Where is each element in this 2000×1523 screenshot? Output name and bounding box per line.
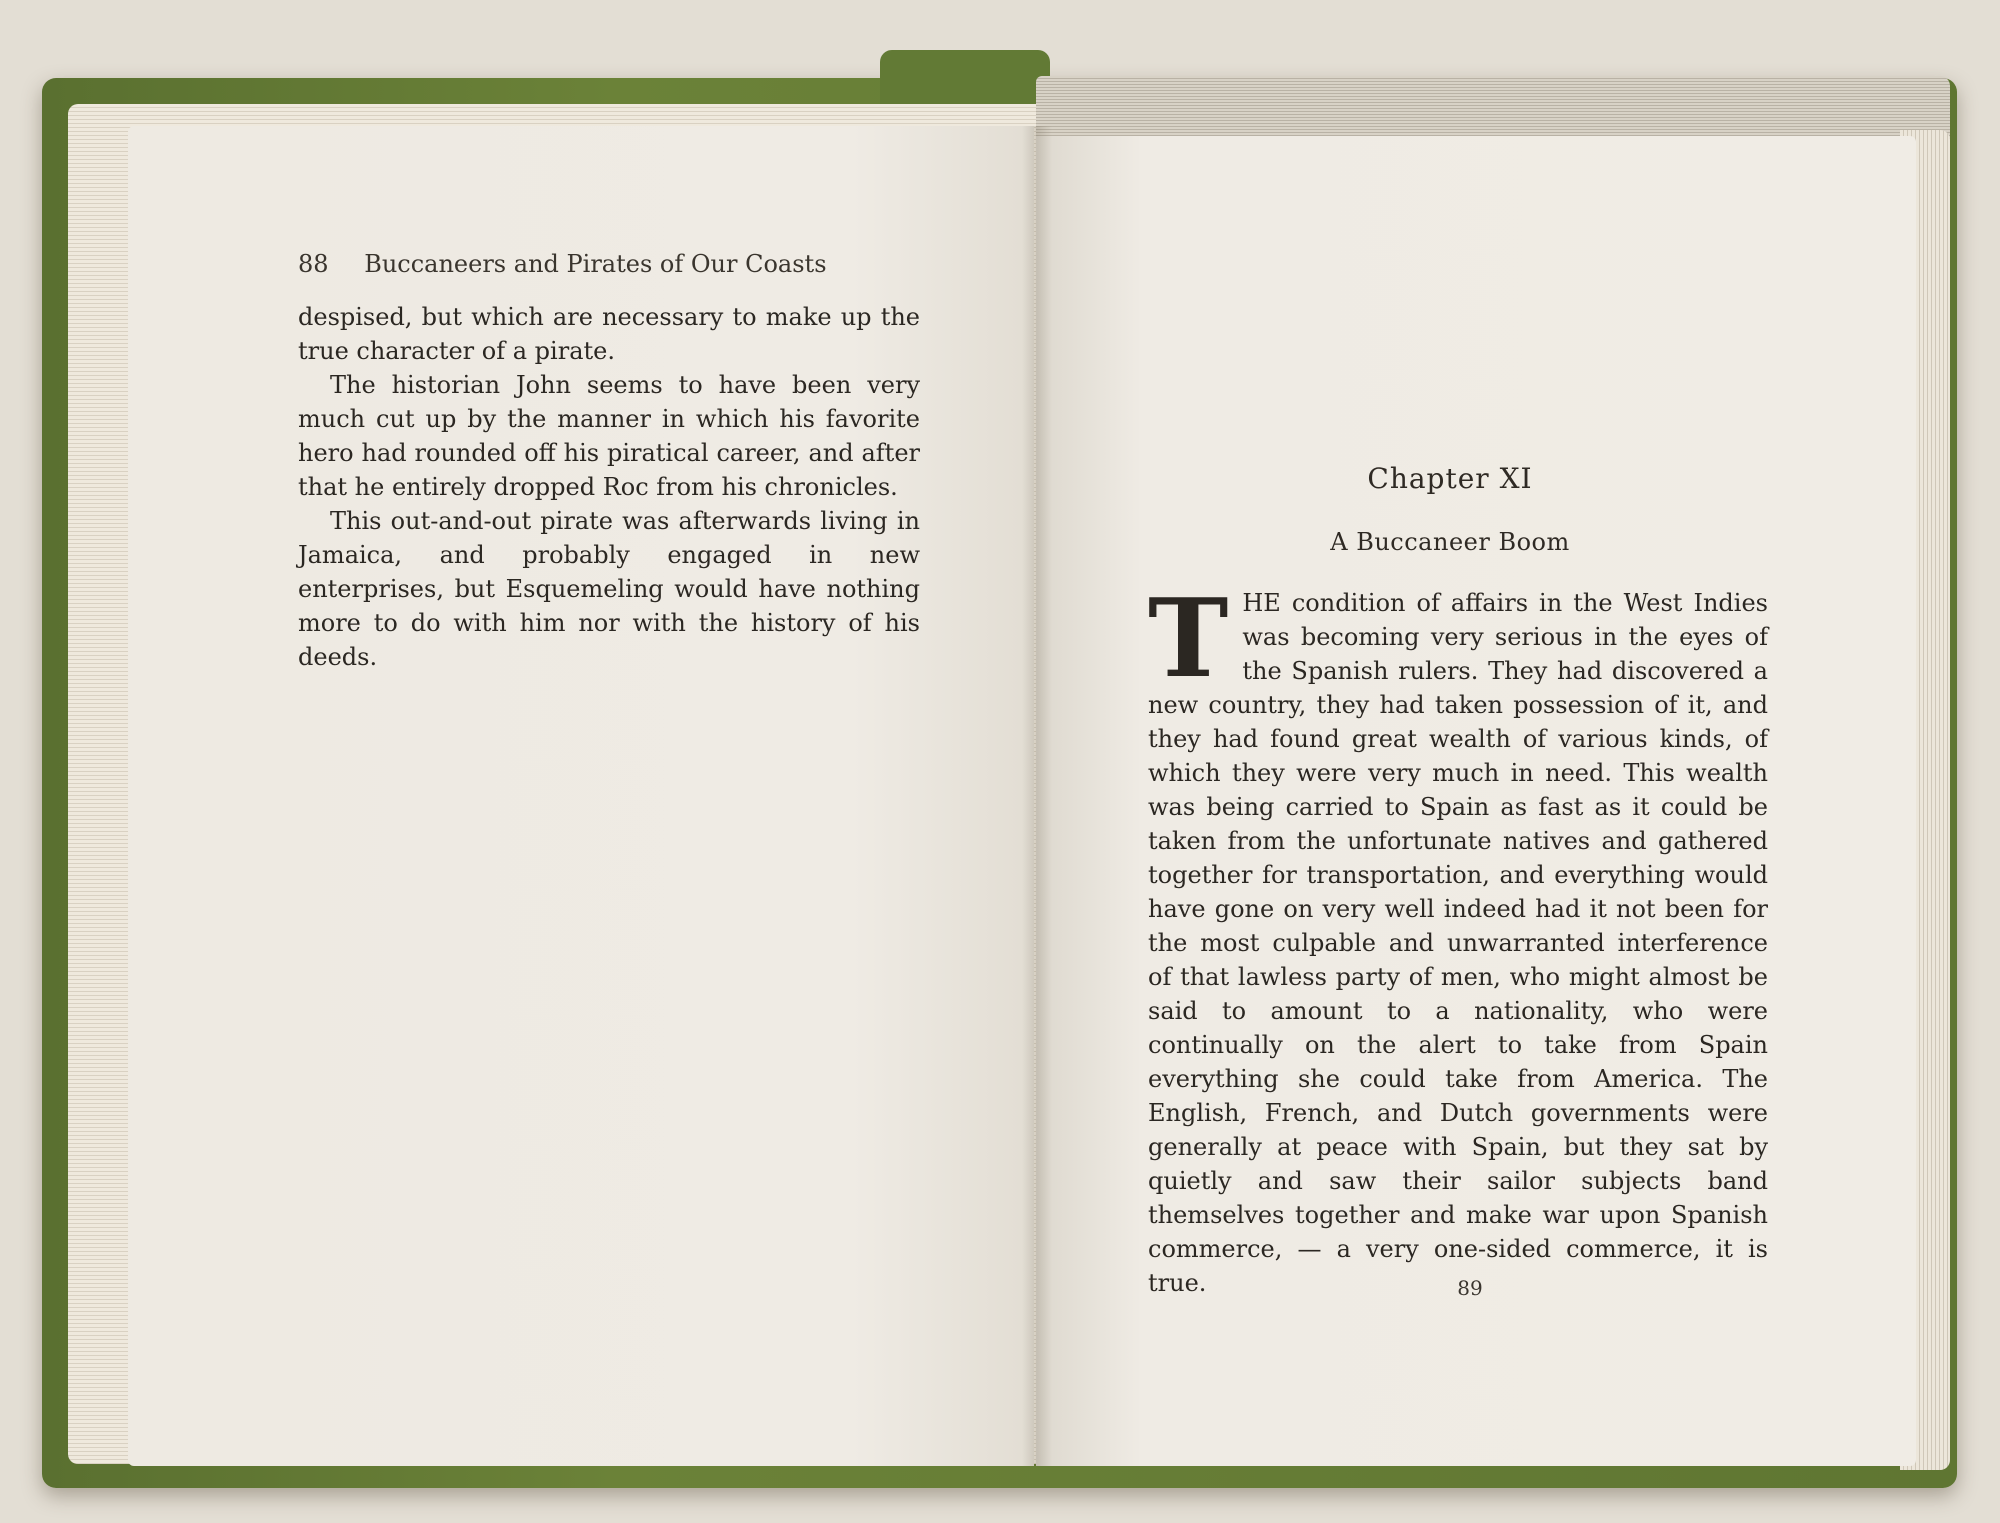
left-paragraph-3: This out-and-out pirate was afterwards living in Jamaica, and probably engaged in new enterprises, but Esquemeling would have nothing more to do with him nor with the history of his deeds. xyxy=(298,507,920,671)
left-paragraph-1: despised, but which are necessary to make up the true character of a pirate. xyxy=(298,303,920,365)
book-gutter xyxy=(1022,126,1052,1466)
right-paragraph-text: HE condition of affairs in the West Indies was becoming very serious in the eyes of the Spanish rulers. They had discovered a new country, they had taken possession of it, and they had found great wealth of various kinds, of which they were very much in need. This wealth was being carried to Spain as fast as it could be taken from the unfortunate natives and gathered together for transportation, and everything would have gone on very well indeed had it not been for the most culpable and unwarranted interference of that lawless party of men, who might almost be said to amount to a nationality, who were continually on the alert to take from Spain everything she could take from America. The English, French, and Dutch governments were generally at peace with Spain, but they sat by quietly and saw their sailor subjects band themselves together and make war upon Spanish commerce, — a very one-sided commerce, it is true. xyxy=(1148,589,1768,1297)
drop-cap: T xyxy=(1148,576,1229,702)
running-head-title: Buccaneers and Pirates of Our Coasts xyxy=(364,250,827,278)
right-page-number: 89 xyxy=(1457,1276,1483,1300)
right-paragraph-1 xyxy=(1148,576,1768,1300)
running-head xyxy=(298,250,918,278)
right-page-body xyxy=(1148,576,1768,1300)
chapter-title: Chapter XI xyxy=(1367,462,1533,495)
left-page-body xyxy=(298,300,920,674)
chapter-subtitle: A Buccaneer Boom xyxy=(1330,528,1570,556)
left-paragraph-2: The historian John seems to have been very much cut up by the manner in which his favorite hero had rounded off his piratical career, and after that he entirely dropped Roc from his chronicles. xyxy=(298,371,920,501)
left-page-number: 88 xyxy=(298,250,329,278)
